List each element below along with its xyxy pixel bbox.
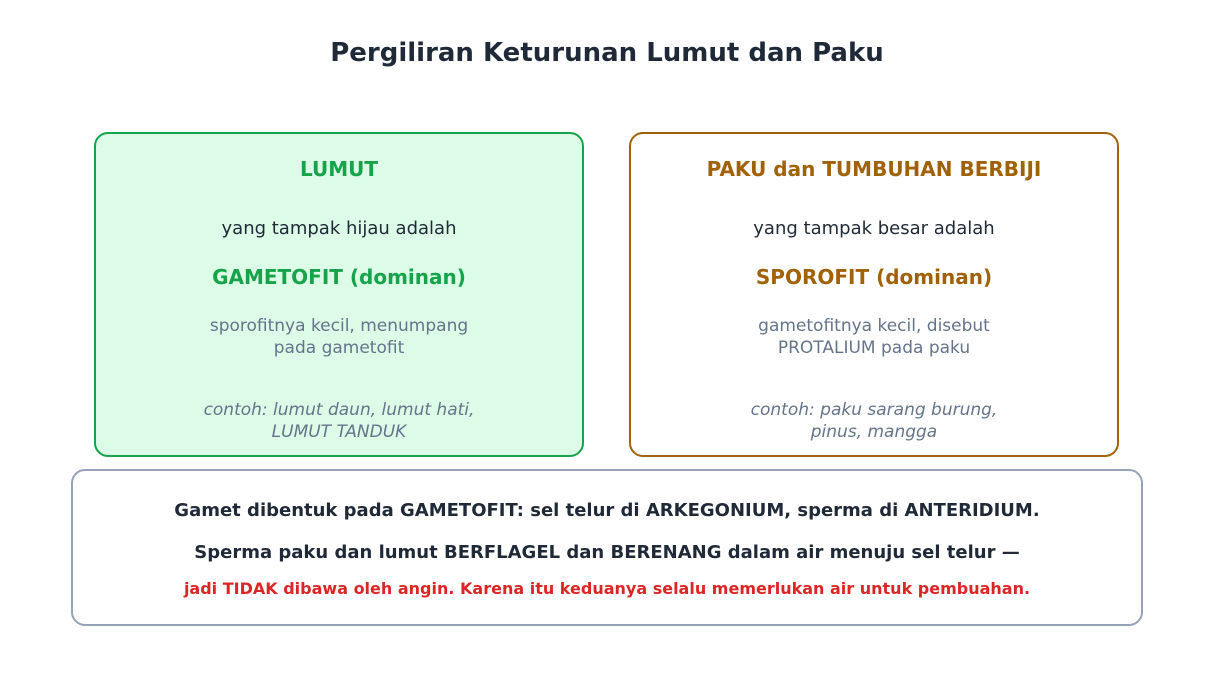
- gamete-info-box: [71, 469, 1143, 626]
- paku-note-line: gametofitnya kecil, disebut: [758, 316, 990, 336]
- lumut-heading: LUMUT: [299, 157, 379, 181]
- paku-note: [631, 315, 1117, 359]
- lumut-example-line: LUMUT TANDUK: [271, 422, 407, 442]
- lumut-example: [96, 399, 582, 443]
- paku-dominant-phase: SPOROFIT (dominan): [755, 265, 993, 289]
- paku-example-line: contoh: paku sarang burung,: [750, 400, 998, 420]
- paku-note-line: PROTALIUM pada paku: [777, 338, 971, 358]
- water-requirement-warning: jadi TIDAK dibawa oleh angin. Karena itu keduanya selalu memerlukan air untuk pembuahan.: [183, 579, 1031, 598]
- lumut-note-line: sporofitnya kecil, menumpang: [209, 316, 469, 336]
- lumut-example-line: contoh: lumut daun, lumut hati,: [203, 400, 475, 420]
- paku-heading: PAKU dan TUMBUHAN BERBIJI: [706, 157, 1042, 181]
- gamete-info-line: Gamet dibentuk pada GAMETOFIT: sel telur di ARKEGONIUM, sperma di ANTERIDIUM.: [174, 500, 1040, 521]
- lumut-note: [96, 315, 582, 359]
- page-title: Pergiliran Keturunan Lumut dan Paku: [330, 38, 884, 68]
- paku-intro: yang tampak besar adalah: [753, 218, 995, 239]
- paku-example: [631, 399, 1117, 443]
- paku-example-line: pinus, mangga: [810, 422, 938, 442]
- paku-card: [629, 132, 1119, 457]
- lumut-note-line: pada gametofit: [273, 338, 405, 358]
- lumut-dominant-phase: GAMETOFIT (dominan): [212, 265, 466, 289]
- lumut-intro: yang tampak hijau adalah: [221, 218, 457, 239]
- sperm-info-line: Sperma paku dan lumut BERFLAGEL dan BERENANG dalam air menuju sel telur —: [194, 542, 1020, 563]
- lumut-card: [94, 132, 584, 457]
